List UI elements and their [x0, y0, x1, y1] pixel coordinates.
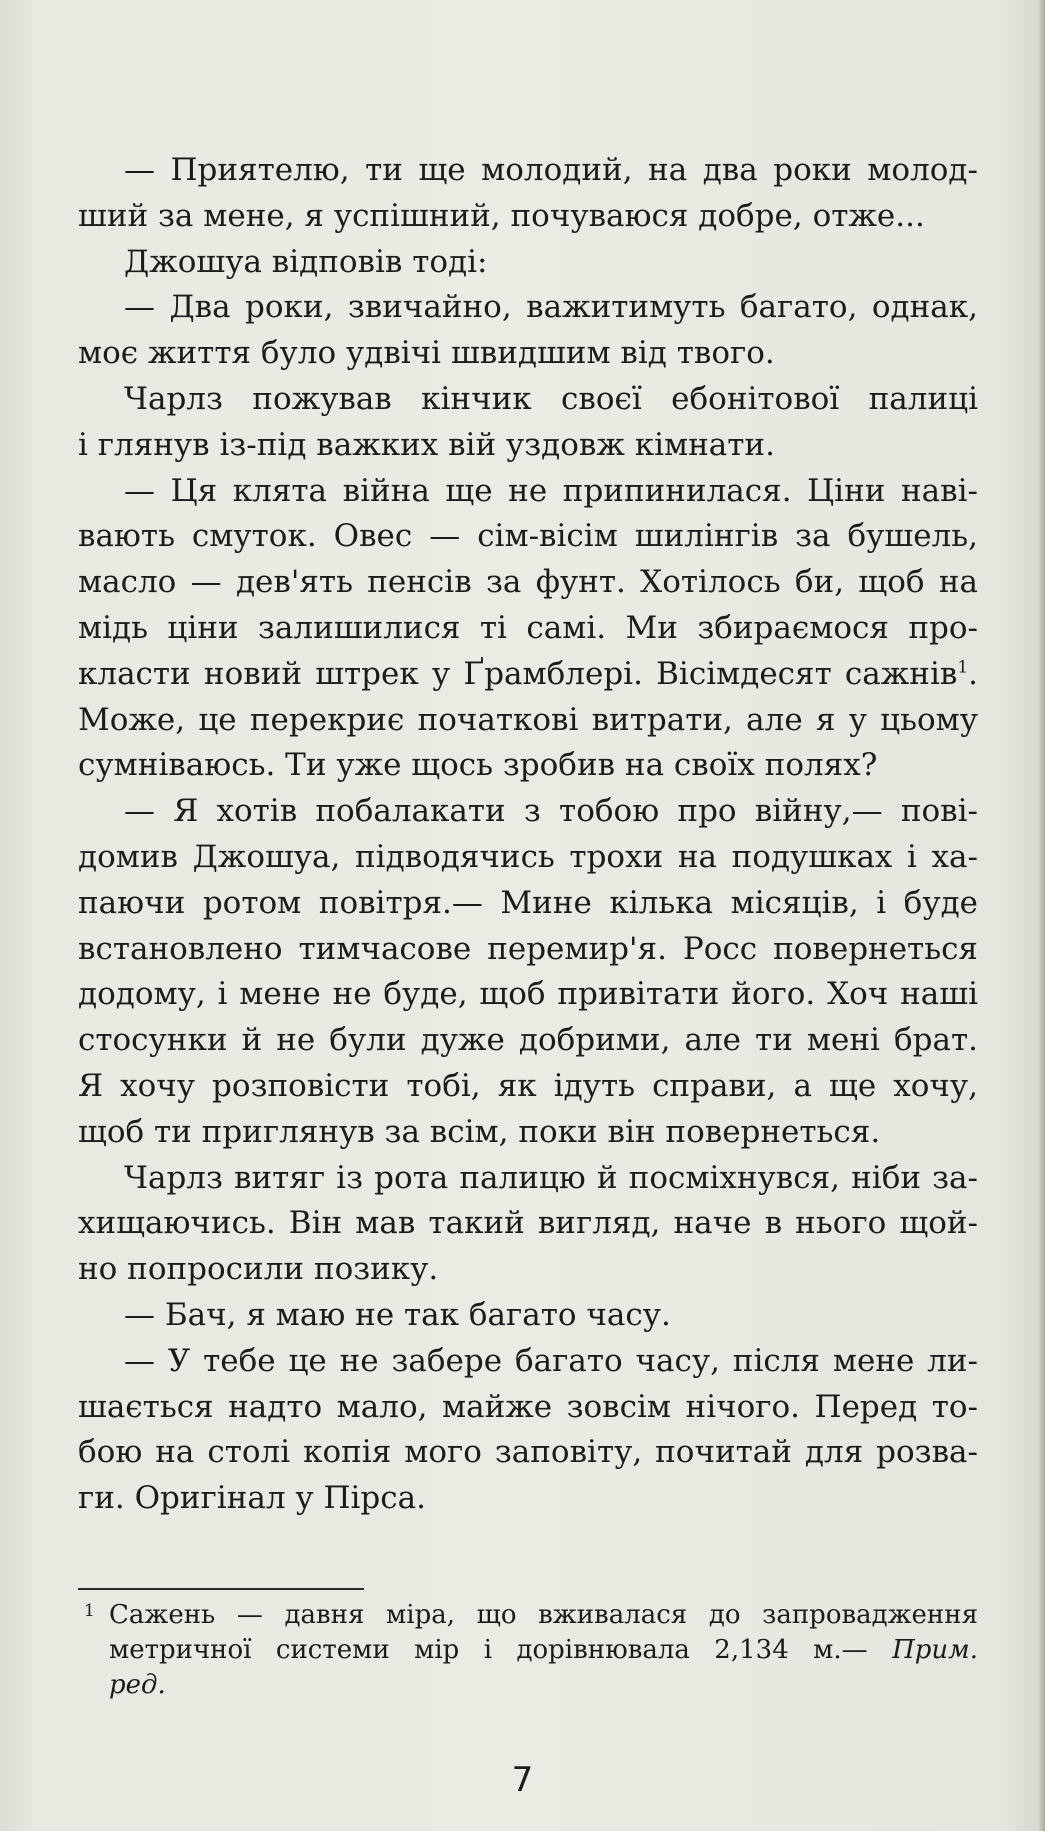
text-line: Джошуа відповів тоді:	[124, 243, 488, 280]
paragraph-1	[78, 148, 978, 240]
text-line: додому, і мене не буде, щоб привітати його. Хоч наші	[78, 976, 978, 1013]
text-line: — Я хотів побалакати з тобою про війну,— пові-	[124, 793, 978, 830]
text-line: домив Джошуа, підводячись трохи на подушках і ха-	[78, 838, 978, 875]
text-line: сумніваюсь. Ти уже щось зробив на своїх полях?	[78, 747, 878, 784]
text-line: ший за мене, я успішний, почуваюся добре, отже...	[78, 197, 925, 234]
footnote-segment: метричної системи мір і дорівнювала 2,134 м.—	[109, 1635, 893, 1665]
paragraph-4	[78, 377, 978, 469]
page-edge-shadow	[1039, 0, 1045, 1831]
text-line: но попросили позику.	[78, 1251, 439, 1288]
body-text	[78, 148, 978, 1522]
paragraph-2	[78, 240, 978, 286]
footnote-editor-note: Прим.	[892, 1635, 978, 1665]
text-line: Чарлз пожував кінчик своєї ебонітової палиці	[124, 380, 978, 417]
paragraph-6	[78, 789, 978, 1155]
text-line: вають смуток. Овес — сім-вісім шилінгів за бушель,	[78, 518, 978, 555]
paragraph-3	[78, 285, 978, 377]
footnote-line	[109, 1633, 978, 1668]
text-line: хищаючись. Він мав такий вигляд, наче в нього щой-	[78, 1205, 978, 1242]
text-line: масло — дев'ять пенсів за фунт. Хотілось би, щоб на	[78, 564, 978, 601]
text-line: — Приятелю, ти ще молодий, на два роки молод-	[124, 152, 978, 188]
text-line: бою на столі копія мого заповіту, почитай для розва-	[78, 1434, 978, 1471]
text-line: — Два роки, звичайно, важитимуть багато, однак,	[124, 289, 978, 326]
paragraph-8	[78, 1293, 978, 1339]
text-line: ги. Оригінал у Пірса.	[78, 1480, 426, 1517]
text-line: і глянув із-під важких вій уздовж кімнати.	[78, 426, 775, 463]
footnote-line: ред.	[109, 1670, 166, 1700]
text-line-with-note: класти новий штрек у Ґрамблері. Вісімдесят сажнів$^1$.	[78, 655, 978, 692]
text-line: — Ця клята війна ще не припинилася. Ціни наві-	[124, 472, 978, 509]
text-line: мідь ціни залишилися ті самі. Ми збираємося про-	[78, 609, 978, 646]
text-line: Може, це перекриє початкові витрати, але я у цьому	[78, 701, 978, 738]
text-line: стосунки й не були дуже добрими, але ти мені брат.	[78, 1022, 978, 1059]
text-segment: класти новий штрек у Ґрамблері. Вісімдесят сажнів	[78, 655, 958, 692]
text-line: — У тебе це не забере багато часу, після мене ли-	[124, 1342, 978, 1379]
footnote-line: Сажень — давня міра, що вживалася до запровадження	[109, 1600, 978, 1630]
footnote-marker: 1	[84, 1601, 95, 1621]
text-line: Чарлз витяг із рота палицю й посміхнувся, ніби за-	[124, 1159, 978, 1196]
paragraph-5	[78, 469, 978, 790]
footnote-text	[109, 1598, 978, 1703]
text-line: Я хочу розповісти тобі, як ідуть справи, а ще хочу,	[78, 1067, 978, 1104]
paragraph-7	[78, 1156, 978, 1293]
paragraph-9	[78, 1339, 978, 1522]
text-line: моє життя було удвічі швидшим від твого.	[78, 335, 775, 372]
footnote	[78, 1598, 978, 1703]
page-number: 7	[511, 1760, 534, 1800]
text-line: паючи ротом повітря.— Мине кілька місяців, і буде	[78, 884, 978, 921]
footnote-divider	[78, 1588, 364, 1590]
text-line: шається надто мало, майже зовсім нічого. Перед то-	[78, 1388, 978, 1425]
text-line: встановлено тимчасове перемир'я. Росс повернеться	[78, 930, 978, 967]
text-line: щоб ти приглянув за всім, поки він повернеться.	[78, 1113, 881, 1150]
text-line: — Бач, я маю не так багато часу.	[124, 1296, 671, 1333]
footnote-reference: 1	[957, 657, 969, 678]
